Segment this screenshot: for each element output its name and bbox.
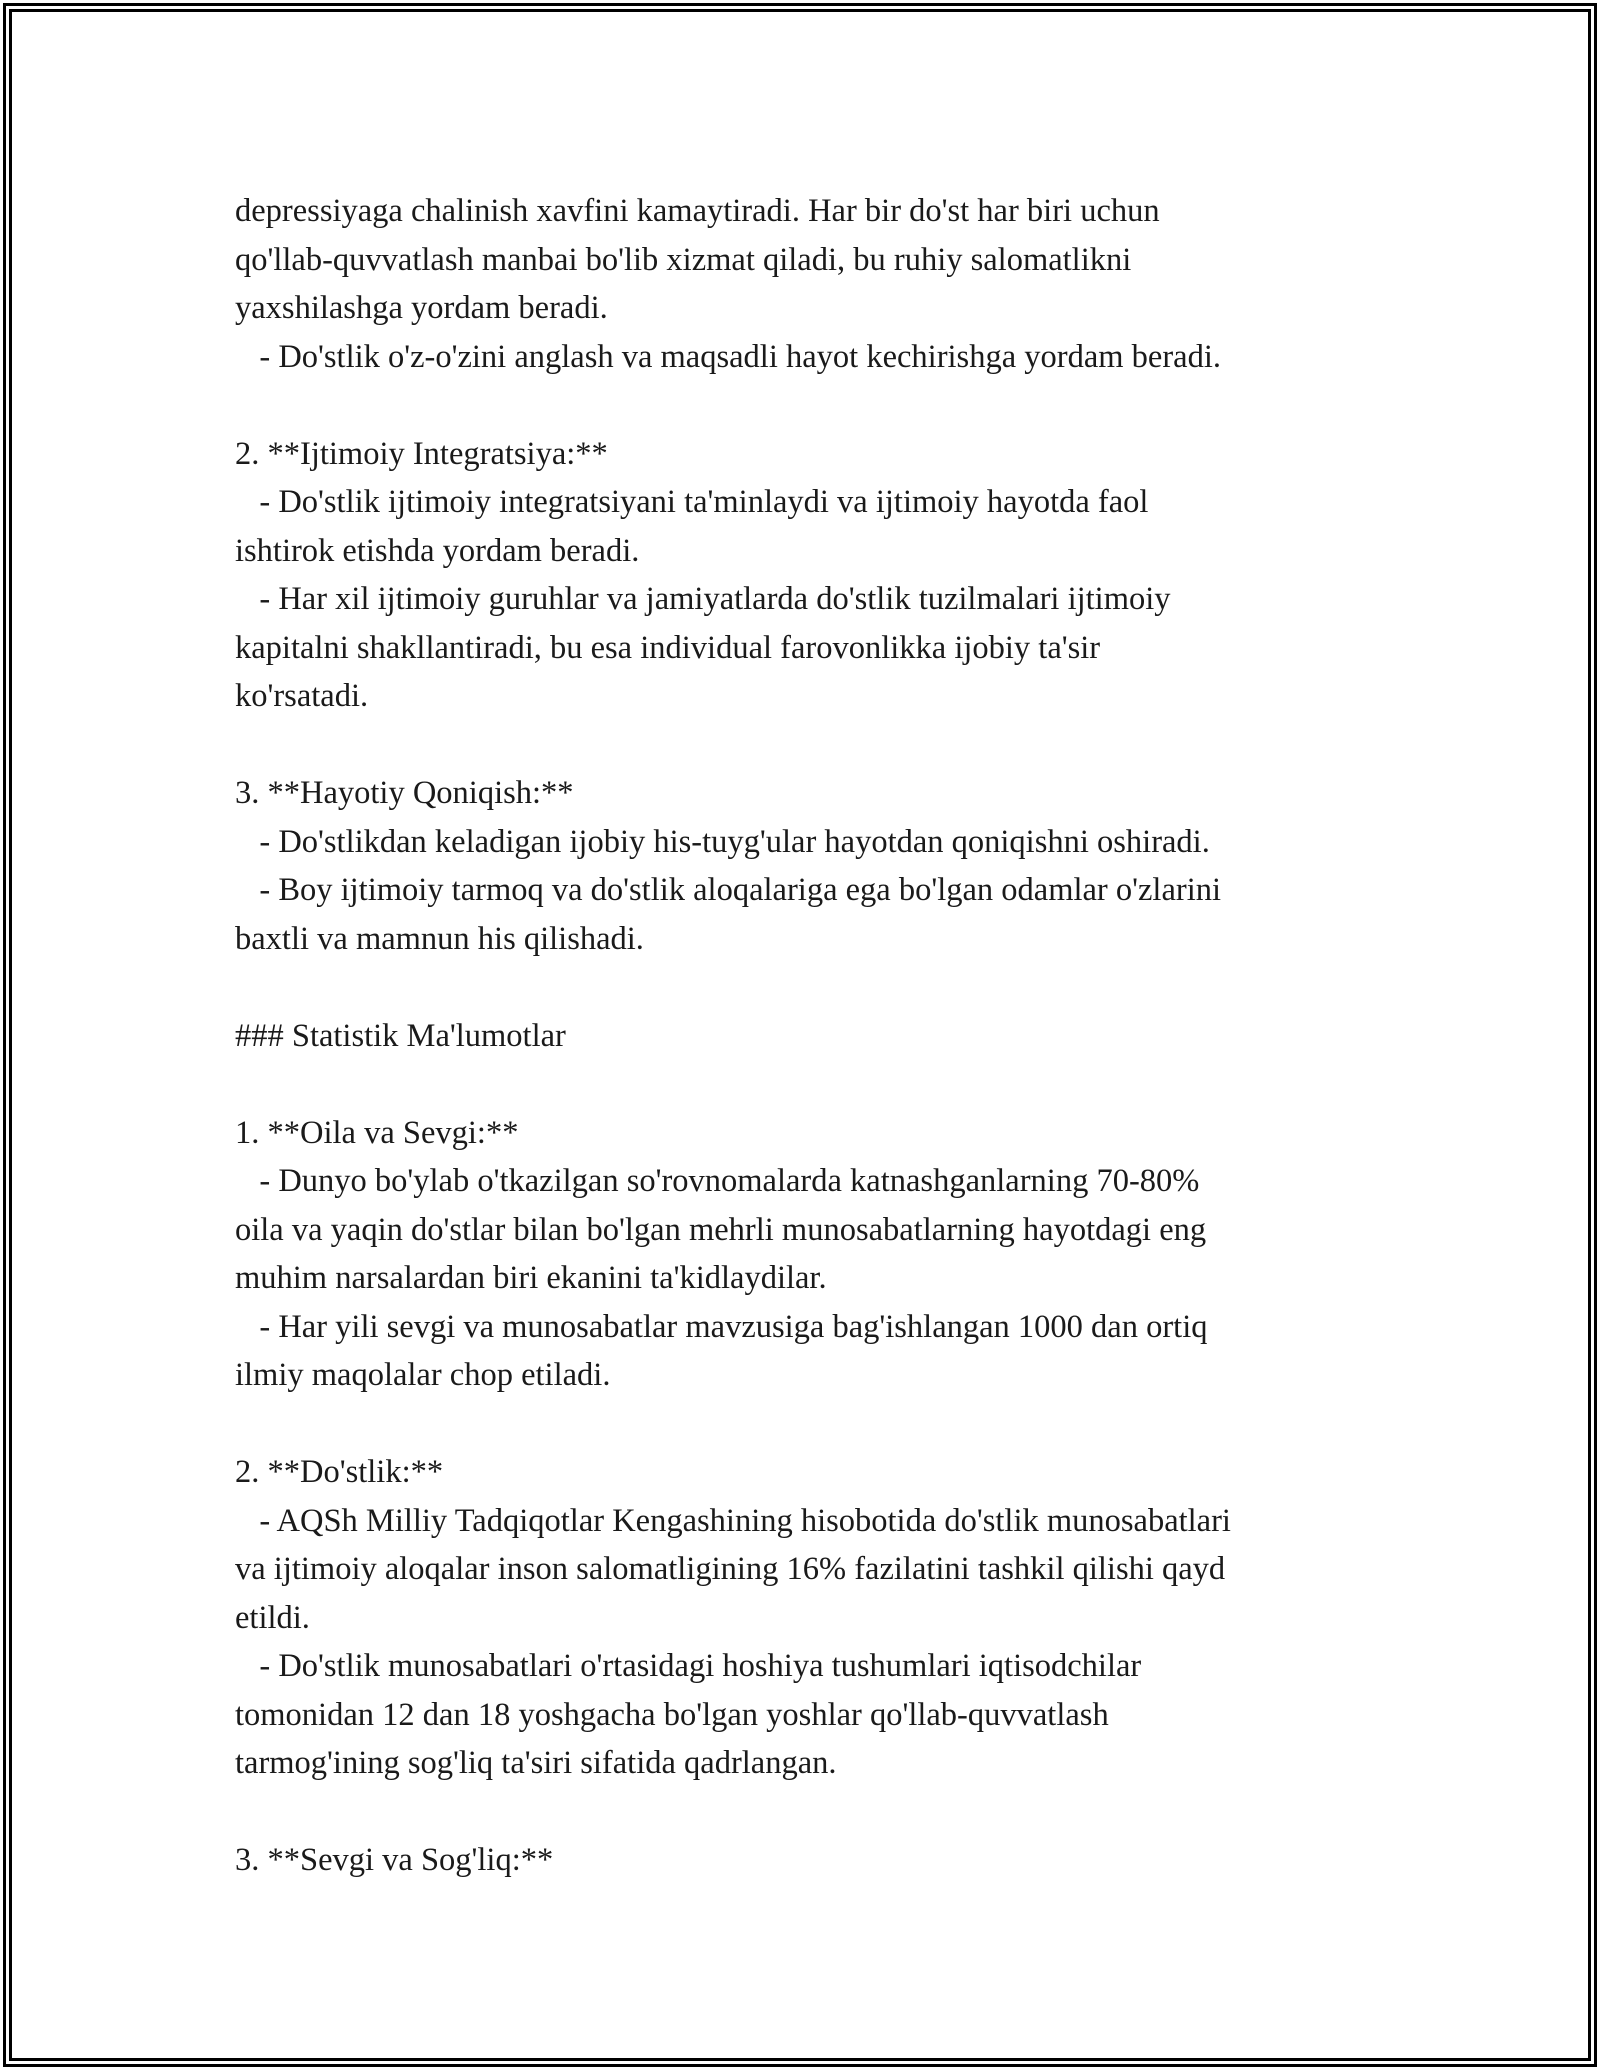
text-line: va ijtimoiy aloqalar inson salomatligining 16% fazilatini tashkil qilishi qayd (235, 1551, 1226, 1587)
text-line: yaxshilashga yordam beradi. (235, 290, 608, 326)
blank-line (235, 381, 1395, 430)
list-item: - Har xil ijtimoiy guruhlar va jamiyatlarda do'stlik tuzilmalari ijtimoiy (235, 581, 1171, 617)
blank-line (235, 1788, 1395, 1837)
text-line: kapitalni shakllantiradi, bu esa individual farovonlikka ijobiy ta'sir (235, 629, 1101, 666)
text-line: tomonidan 12 dan 18 yoshgacha bo'lgan yoshlar qo'llab-quvvatlash (235, 1696, 1109, 1733)
list-item: - Do'stlikdan keladigan ijobiy his-tuyg'ular hayotdan qoniqishni oshiradi. (235, 823, 1210, 860)
document-heading: ### Statistik Ma'lumotlar (235, 1017, 566, 1054)
list-item: - Do'stlik o'z-o'zini anglash va maqsadli hayot kechirishga yordam beradi. (235, 338, 1221, 375)
section-heading: 1. **Oila va Sevgi:** (235, 1114, 519, 1151)
document-body (235, 187, 1395, 1885)
list-item: - Dunyo bo'ylab o'tkazilgan so'rovnomalarda katnashganlarning 70-80% (235, 1163, 1200, 1199)
text-line: qo'llab-quvvatlash manbai bo'lib xizmat qiladi, bu ruhiy salomatlikni (235, 241, 1132, 278)
text-line: oila va yaqin do'stlar bilan bo'lgan mehrli munosabatlarning hayotdagi eng (235, 1211, 1207, 1248)
text-line: depressiyaga chalinish xavfini kamaytiradi. Har bir do'st har biri uchun (235, 193, 1160, 229)
list-item: - Do'stlik munosabatlari o'rtasidagi hoshiya tushumlari iqtisodchilar (235, 1648, 1142, 1684)
list-item: - Do'stlik ijtimoiy integratsiyani ta'minlaydi va ijtimoiy hayotda faol (235, 484, 1149, 520)
section-heading: 3. **Sevgi va Sog'liq:** (235, 1842, 554, 1878)
text-line: baxtli va mamnun his qilishadi. (235, 920, 644, 957)
text-line: tarmog'ining sog'liq ta'siri sifatida qadrlangan. (235, 1745, 837, 1781)
text-line: ishtirok etishda yordam beradi. (235, 532, 640, 569)
text-line: ilmiy maqolalar chop etiladi. (235, 1357, 611, 1393)
blank-line (235, 963, 1395, 1012)
section-heading: 2. **Ijtimoiy Integratsiya:** (235, 435, 608, 472)
blank-line (235, 1400, 1395, 1449)
text-line: etildi. (235, 1599, 310, 1636)
section-heading: 3. **Hayotiy Qoniqish:** (235, 775, 574, 811)
list-item: - Har yili sevgi va munosabatlar mavzusiga bag'ishlangan 1000 dan ortiq (235, 1308, 1208, 1345)
list-item: - AQSh Milliy Tadqiqotlar Kengashining hisobotida do'stlik munosabatlari (235, 1502, 1231, 1539)
blank-line (235, 1060, 1395, 1109)
blank-line (235, 721, 1395, 770)
text-line: ko'rsatadi. (235, 678, 369, 714)
section-heading: 2. **Do'stlik:** (235, 1454, 444, 1490)
list-item: - Boy ijtimoiy tarmoq va do'stlik aloqalariga ega bo'lgan odamlar o'zlarini (235, 872, 1221, 908)
text-line: muhim narsalardan biri ekanini ta'kidlaydilar. (235, 1260, 827, 1296)
